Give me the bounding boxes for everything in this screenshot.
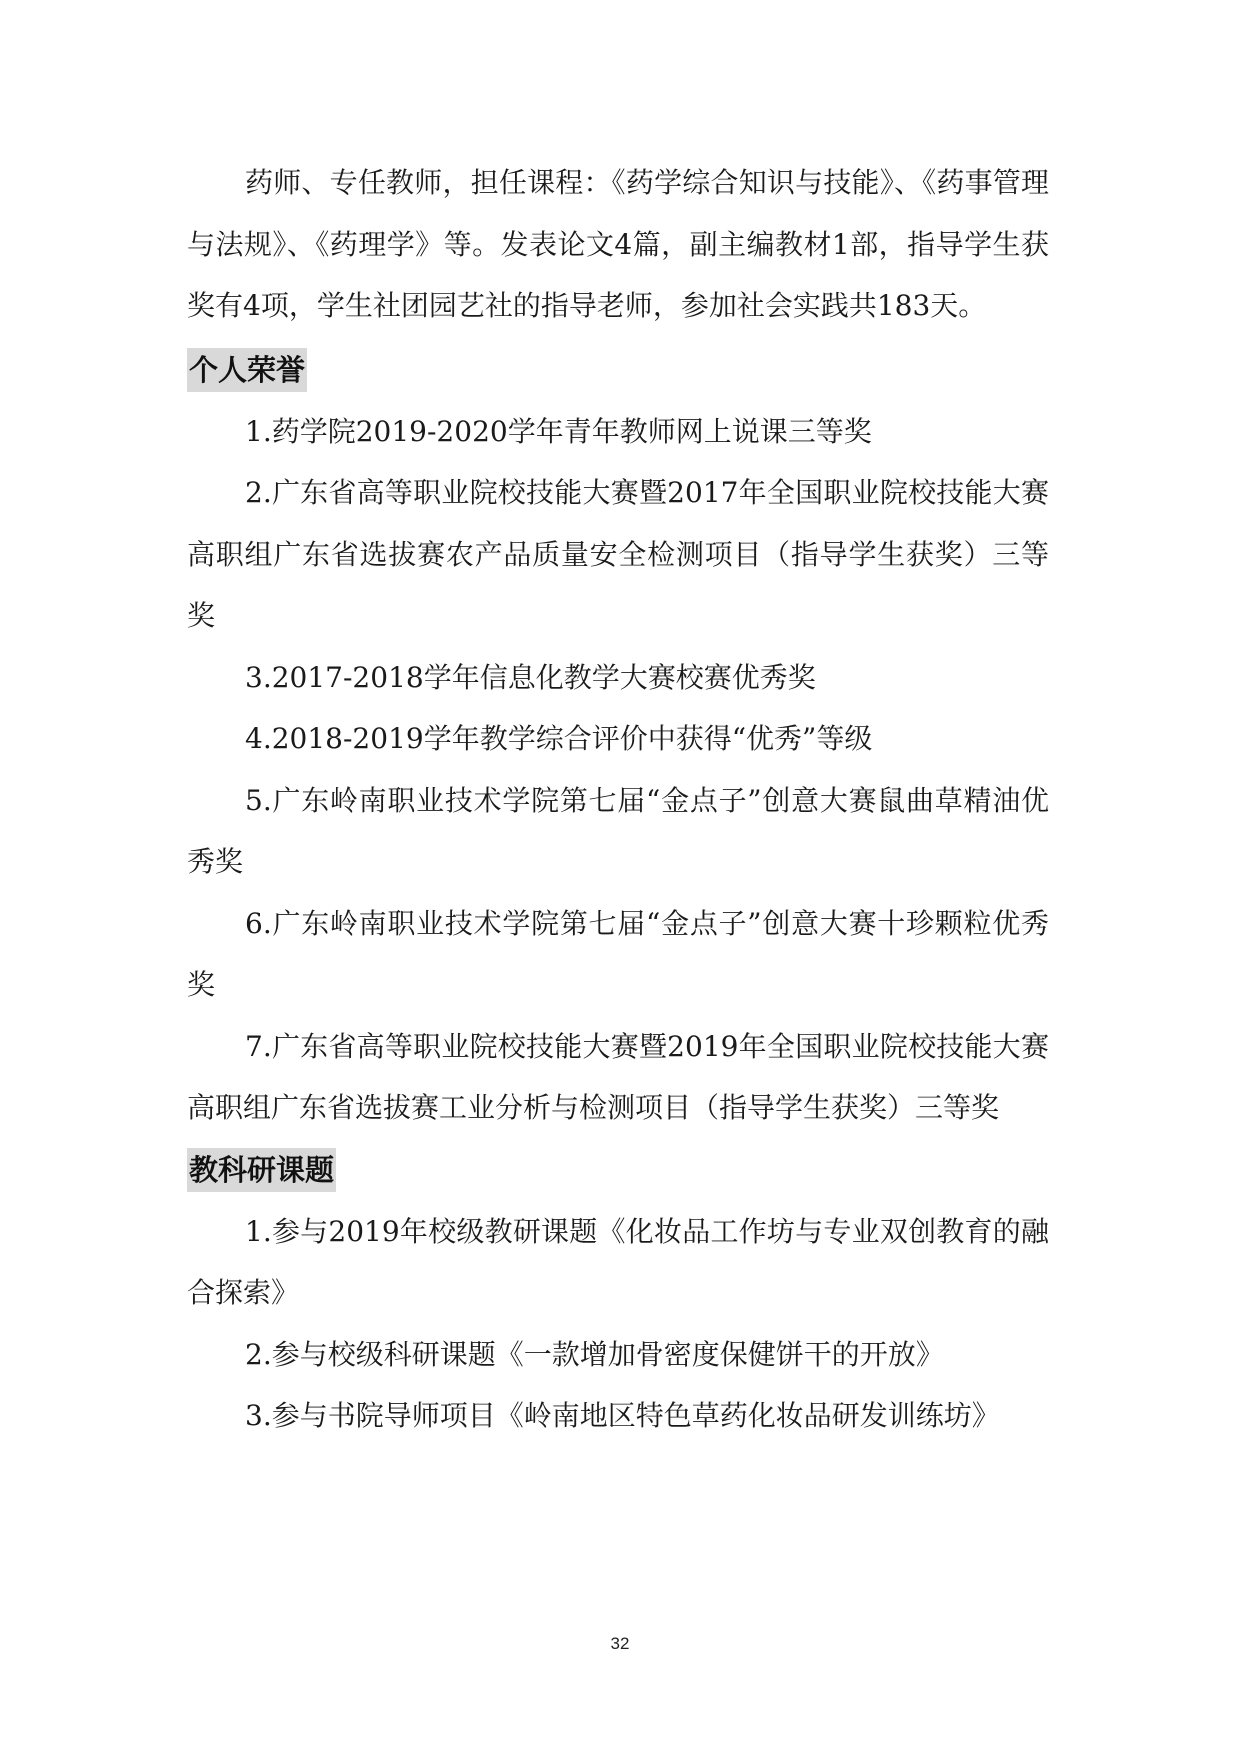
honor-item-6: 6.广东岭南职业技术学院第七届“金点子”创意大赛十珍颗粒优秀奖 xyxy=(187,906,1049,1001)
research-heading: 教科研课题 xyxy=(187,1148,336,1192)
research-heading-row xyxy=(187,1139,1049,1201)
intro-paragraph: 药师、专任教师，担任课程：《药学综合知识与技能》、《药事管理与法规》、《药理学》等。发表论文4篇，副主编教材1部，指导学生获奖有4项，学生社团园艺社的指导老师，参加社会实践共183天。 xyxy=(187,166,1049,322)
honors-heading-row xyxy=(187,339,1049,401)
honor-item-2: 2.广东省高等职业院校技能大赛暨2017年全国职业院校技能大赛高职组广东省选拔赛农产品质量安全检测项目（指导学生获奖）三等奖 xyxy=(187,476,1049,632)
honor-item-4: 4.2018-2019学年教学综合评价中获得“优秀”等级 xyxy=(245,722,873,755)
research-item-2: 2.参与校级科研课题《一款增加骨密度保健饼干的开放》 xyxy=(245,1337,944,1371)
honor-item-7: 7.广东省高等职业院校技能大赛暨2019年全国职业院校技能大赛高职组广东省选拔赛工业分析与检测项目（指导学生获奖）三等奖 xyxy=(187,1029,1049,1124)
page-content xyxy=(187,152,1049,1447)
honor-item-1: 1.药学院2019-2020学年青年教师网上说课三等奖 xyxy=(245,414,872,448)
page-number: 32 xyxy=(610,1634,630,1653)
honor-item-5: 5.广东岭南职业技术学院第七届“金点子”创意大赛鼠曲草精油优秀奖 xyxy=(187,783,1049,878)
research-item-3: 3.参与书院导师项目《岭南地区特色草药化妆品研发训练坊》 xyxy=(245,1399,1000,1432)
honor-item-3: 3.2017-2018学年信息化教学大赛校赛优秀奖 xyxy=(245,660,816,694)
research-item-1: 1.参与2019年校级教研课题《化妆品工作坊与专业双创教育的融合探索》 xyxy=(187,1214,1049,1309)
honors-heading: 个人荣誉 xyxy=(187,348,307,392)
